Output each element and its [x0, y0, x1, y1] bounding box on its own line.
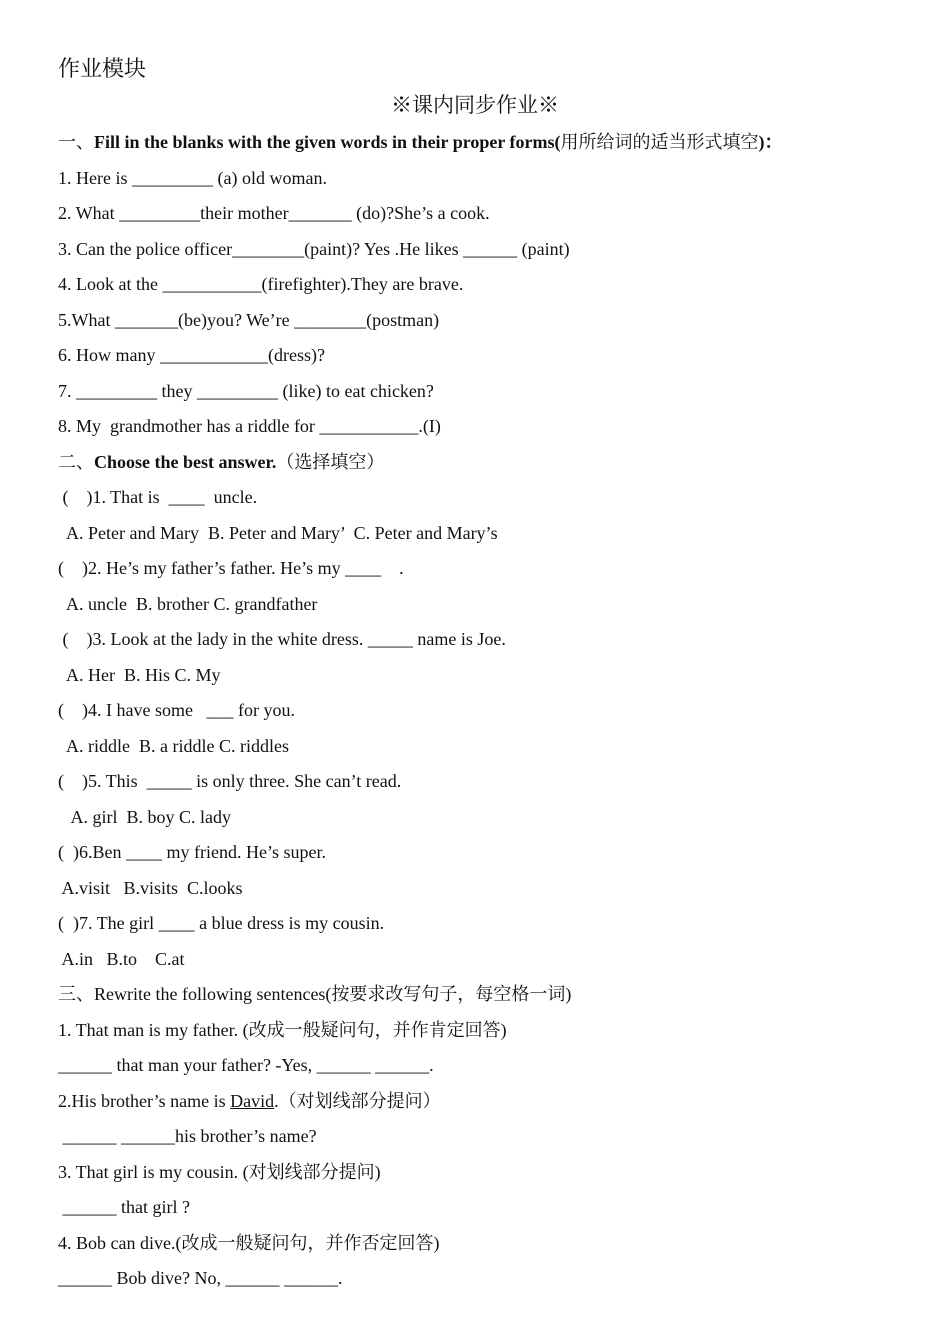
module-title: 作业模块 — [58, 56, 147, 81]
s1-item-6: 6. How many ____________(dress)? — [58, 345, 325, 365]
s2-options-3: A. Her B. His C. My — [58, 665, 221, 685]
s2-question-5: ( )5. This _____ is only three. She can’t read. — [58, 771, 402, 791]
s2-options-1: A. Peter and Mary B. Peter and Mary’ C. Peter and Mary’s — [58, 523, 498, 543]
s3-answer-4: ______ Bob dive? No, ______ ______. — [58, 1268, 343, 1288]
s3-question-2 — [58, 1090, 441, 1112]
s2-options-4: A. riddle B. a riddle C. riddles — [58, 736, 289, 756]
s1-item-7: 7. _________ they _________ (like) to eat chicken? — [58, 381, 434, 401]
s2-question-1: ( )1. That is ____ uncle. — [58, 487, 258, 507]
s1-item-3: 3. Can the police officer________(paint)? Yes .He likes ______ (paint) — [58, 239, 570, 259]
s2-question-3: ( )3. Look at the lady in the white dress. _____ name is Joe. — [58, 629, 506, 649]
section2-heading — [58, 451, 384, 473]
section2-heading-cn: （选择填空） — [276, 452, 385, 472]
s3-answer-2: ______ ______his brother’s name? — [58, 1126, 317, 1146]
s3-answer-3: ______ that girl ? — [58, 1197, 190, 1217]
s1-item-8: 8. My grandmother has a riddle for ___________.(I) — [58, 416, 441, 436]
s1-item-1: 1. Here is _________ (a) old woman. — [58, 168, 327, 188]
s2-question-7: ( )7. The girl ____ a blue dress is my cousin. — [58, 913, 385, 933]
section1-prefix: 一、 — [58, 132, 94, 152]
section1-heading — [58, 131, 783, 153]
s1-item-2: 2. What _________their mother_______ (do)?She’s a cook. — [58, 203, 490, 223]
s3-q2-underlined-word: David — [230, 1091, 275, 1111]
s1-item-4: 4. Look at the ___________(firefighter).They are brave. — [58, 274, 464, 294]
s3-question-1: 1. That man is my father. (改成一般疑问句，并作肯定回答) — [58, 1020, 507, 1040]
section1-heading-en: Fill in the blanks with the given words in their proper forms( — [94, 132, 561, 152]
section3-heading: 三、Rewrite the following sentences(按要求改写句子，每空格一词) — [58, 984, 572, 1004]
s3-q2-before: 2.His brother’s name is — [58, 1091, 231, 1111]
s2-options-6: A.visit B.visits C.looks — [58, 878, 243, 898]
s2-question-2: ( )2. He’s my father’s father. He’s my ____ . — [58, 558, 404, 578]
s2-options-2: A. uncle B. brother C. grandfather — [58, 594, 318, 614]
section2-prefix: 二、 — [58, 452, 94, 472]
s3-q2-after: .（对划线部分提问） — [274, 1091, 441, 1111]
s1-item-5: 5.What _______(be)you? We’re ________(postman) — [58, 310, 440, 330]
s2-options-7: A.in B.to C.at — [58, 949, 185, 969]
section1-heading-cn: 用所给词的适当形式填空 — [560, 132, 759, 152]
s3-question-4: 4. Bob can dive.(改成一般疑问句，并作否定回答) — [58, 1233, 440, 1253]
s2-options-5: A. girl B. boy C. lady — [58, 807, 232, 827]
s2-question-4: ( )4. I have some ___ for you. — [58, 700, 295, 720]
s3-answer-1: ______ that man your father? -Yes, ______ ______. — [58, 1055, 434, 1075]
section1-heading-end: )： — [758, 132, 783, 152]
section2-heading-en: Choose the best answer. — [94, 452, 277, 472]
homework-title: ※课内同步作业※ — [391, 93, 559, 117]
s3-question-3: 3. That girl is my cousin. (对划线部分提问) — [58, 1162, 381, 1182]
s2-question-6: ( )6.Ben ____ my friend. He’s super. — [58, 842, 326, 862]
